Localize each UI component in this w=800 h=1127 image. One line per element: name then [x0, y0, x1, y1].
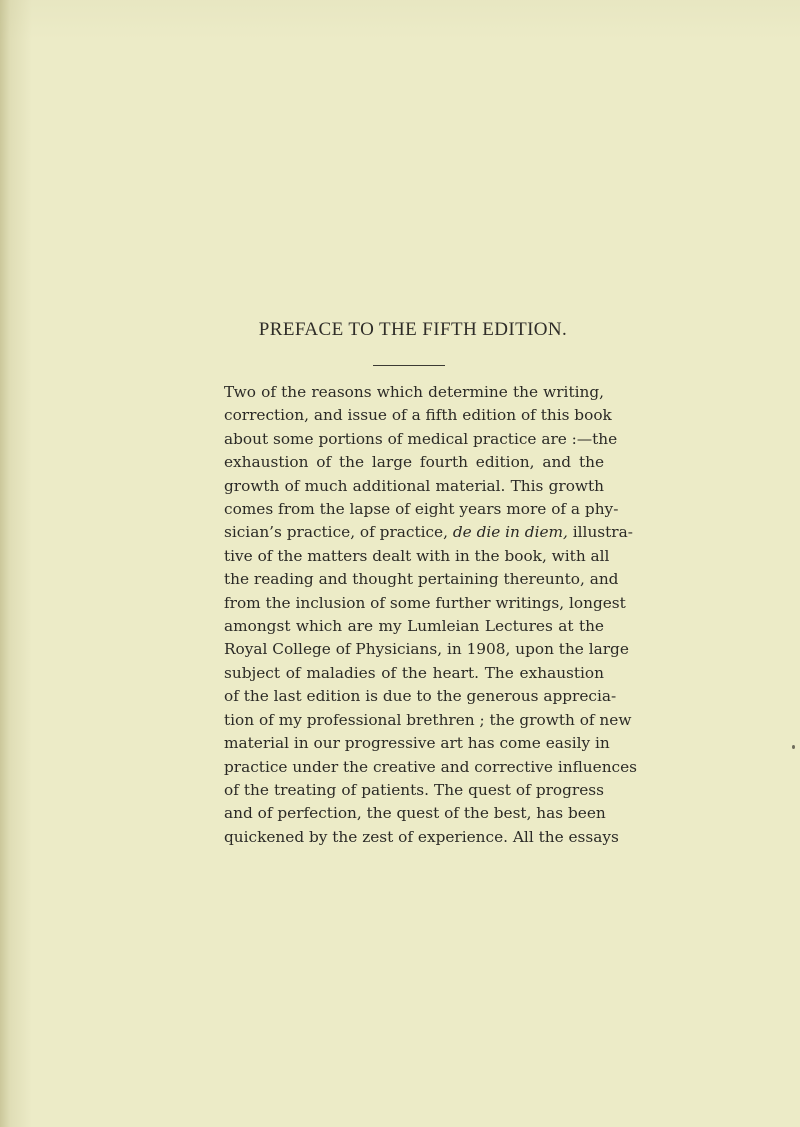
text-line-with-italic [224, 521, 633, 544]
text-line: subject of maladies of the heart. The exhaustion [224, 663, 604, 682]
text-line: growth of much additional material. This growth [224, 476, 604, 495]
text-line: tive of the matters dealt with in the book, with all [224, 546, 610, 565]
text-line: correction, and issue of a fifth edition of this book [224, 406, 612, 425]
text-line: quickened by the zest of experience. All the essays [224, 827, 619, 846]
text-line: of the treating of patients. The quest of progress [224, 780, 604, 799]
text-line: of the last edition is due to the generous apprecia- [224, 687, 617, 706]
title-rule [373, 365, 445, 366]
text-line: Two of the reasons which determine the writing, [224, 383, 604, 401]
preface-paragraph [224, 381, 638, 849]
text-line: Royal College of Physicians, in 1908, upon the large [224, 640, 629, 659]
text-line: practice under the creative and corrective influences [224, 757, 638, 776]
text-line: tion of my professional brethren ; the growth of new [224, 710, 632, 729]
text-line: the reading and thought pertaining thereunto, and [224, 570, 619, 589]
line-end: illustra- [572, 523, 633, 542]
page-title: PREFACE TO THE FIFTH EDITION. [258, 319, 568, 340]
text-line: from the inclusion of some further writings, longest [224, 593, 626, 612]
paper-speck [792, 745, 795, 749]
latin-phrase: de die in diem, [452, 523, 568, 542]
text-line: amongst which are my Lumleian Lectures at the [224, 617, 604, 636]
text-line: material in our progressive art has come easily in [224, 734, 610, 753]
text-line: and of perfection, the quest of the best, has been [224, 804, 606, 823]
text-line: comes from the lapse of eight years more of a phy- [224, 500, 619, 519]
line-start: sician’s practice, of practice, [224, 523, 448, 542]
text-line: exhaustion of the large fourth edition, and the [224, 453, 604, 472]
text-line: about some portions of medical practice are :—the [224, 429, 618, 448]
